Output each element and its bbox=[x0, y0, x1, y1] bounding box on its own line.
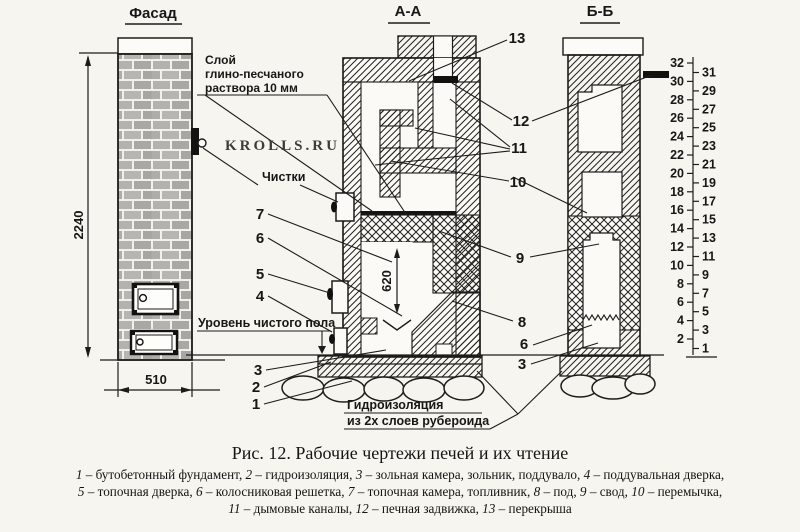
callout-3: 3 bbox=[253, 362, 263, 379]
facade-top-cap bbox=[118, 38, 192, 54]
callout-6: 6 bbox=[255, 230, 265, 247]
callout-8: 8 bbox=[517, 314, 527, 331]
aa-fire-door bbox=[332, 281, 348, 313]
bb-foundation bbox=[560, 356, 650, 376]
facade-ash-door bbox=[131, 331, 177, 354]
course-number-20: 20 bbox=[670, 166, 684, 181]
cleanouts-label: Чистки bbox=[262, 170, 306, 184]
course-number-26: 26 bbox=[670, 111, 684, 126]
course-number-17: 17 bbox=[702, 194, 716, 209]
fire-door-knob bbox=[140, 295, 147, 302]
dimension-510 bbox=[104, 362, 220, 397]
callout-13: 13 bbox=[508, 30, 526, 47]
course-number-14: 14 bbox=[670, 221, 684, 236]
course-number-15: 15 bbox=[702, 212, 716, 227]
course-number-4: 4 bbox=[677, 313, 684, 328]
ash-door-knob bbox=[137, 339, 143, 345]
firebox-height-label: 620 bbox=[379, 270, 394, 292]
bb-foundation-stones bbox=[561, 374, 655, 399]
aa-ash-door bbox=[334, 328, 347, 354]
course-number-24: 24 bbox=[670, 129, 684, 144]
figure-legend: 1 – бутобетонный фундамент, 2 – гидроизоляция, 3 – зольная камера, зольник, поддувало, 4 – поддувальная дверка, 5 – топочная дверка, 6 – колосниковая решетка, 7 – топочная камера, топливник, 8 – под, 9 – свод, 10 – перемычка, 11 – дымовые каналы, 12 – печная задвижка, 13 – перекрыша bbox=[75, 467, 725, 517]
brick-course-scale bbox=[670, 56, 717, 357]
course-number-25: 25 bbox=[702, 120, 716, 135]
section-bb-title: Б-Б bbox=[586, 3, 614, 20]
aa-chimney-flue bbox=[434, 37, 453, 59]
aa-top-slab bbox=[343, 58, 480, 82]
facade-view bbox=[71, 5, 225, 397]
course-number-12: 12 bbox=[670, 240, 684, 254]
aa-fire-door-knob bbox=[327, 288, 333, 300]
aa-flue-divider bbox=[418, 82, 433, 148]
course-number-10: 10 bbox=[670, 258, 684, 273]
callout-3: 3 bbox=[517, 356, 527, 373]
section-aa-title: А-А bbox=[394, 3, 422, 20]
bb-firebox-channel bbox=[583, 233, 620, 348]
mortar-note-line3: раствора 10 мм bbox=[205, 81, 298, 95]
callout-12: 12 bbox=[512, 113, 530, 130]
aa-foundation bbox=[318, 356, 482, 377]
callout-10: 10 bbox=[509, 174, 527, 191]
aa-vault-notch bbox=[362, 242, 413, 250]
dimension-2240 bbox=[71, 53, 118, 358]
width-dimension-label: 510 bbox=[145, 372, 167, 387]
course-number-22: 22 bbox=[670, 148, 684, 162]
aa-mortar-layer bbox=[361, 211, 456, 215]
course-number-31: 31 bbox=[702, 65, 716, 80]
course-number-30: 30 bbox=[670, 74, 684, 89]
course-number-28: 28 bbox=[670, 92, 684, 107]
bb-middle-channel bbox=[582, 172, 622, 217]
aa-grate-support bbox=[361, 318, 377, 334]
course-number-23: 23 bbox=[702, 139, 716, 154]
aa-damper bbox=[434, 76, 458, 83]
callout-2: 2 bbox=[251, 379, 261, 396]
watermark: KROLLS.RU bbox=[225, 138, 340, 154]
course-number-16: 16 bbox=[670, 203, 684, 218]
facade-title: Фасад bbox=[129, 5, 177, 22]
callout-11: 11 bbox=[511, 140, 527, 157]
course-number-3: 3 bbox=[702, 323, 709, 338]
callout-9: 9 bbox=[515, 250, 525, 267]
course-number-18: 18 bbox=[670, 184, 684, 199]
callout-7: 7 bbox=[255, 206, 265, 223]
callout-4: 4 bbox=[255, 288, 265, 305]
course-number-9: 9 bbox=[702, 267, 709, 282]
facade-side-cleanout-knob bbox=[198, 139, 206, 147]
waterproofing-line1: Гидроизоляция bbox=[347, 398, 444, 412]
course-number-19: 19 bbox=[702, 175, 716, 190]
course-number-32: 32 bbox=[670, 56, 684, 70]
course-number-7: 7 bbox=[702, 286, 709, 301]
floor-level-label: Уровень чистого пола bbox=[198, 316, 336, 330]
figure-caption: Рис. 12. Рабочие чертежи печей и их чтение bbox=[231, 443, 569, 463]
course-number-1: 1 bbox=[702, 341, 709, 356]
bb-top-cap bbox=[563, 38, 643, 55]
course-number-11: 11 bbox=[702, 249, 716, 264]
course-number-2: 2 bbox=[677, 332, 684, 346]
facade-fire-door bbox=[133, 284, 178, 314]
aa-ash-door-knob bbox=[329, 334, 335, 344]
course-number-5: 5 bbox=[702, 304, 709, 319]
course-number-8: 8 bbox=[677, 276, 684, 291]
callout-1: 1 bbox=[251, 396, 261, 413]
callout-6: 6 bbox=[519, 336, 529, 353]
aa-cleanout-knob bbox=[331, 202, 337, 213]
waterproofing-line2: из 2х слоев рубероида bbox=[347, 414, 490, 428]
course-number-29: 29 bbox=[702, 83, 716, 98]
course-number-27: 27 bbox=[702, 102, 716, 117]
course-number-6: 6 bbox=[677, 295, 684, 310]
course-number-13: 13 bbox=[702, 231, 716, 246]
floor-level-arrow bbox=[318, 346, 326, 354]
course-number-21: 21 bbox=[702, 157, 716, 172]
mortar-note-line2: глино-песчаного bbox=[205, 67, 304, 81]
callout-5: 5 bbox=[255, 266, 265, 283]
aa-vault bbox=[361, 215, 433, 242]
section-bb bbox=[560, 3, 669, 399]
aa-firebrick-wall bbox=[433, 215, 480, 293]
height-dimension-label: 2240 bbox=[71, 210, 86, 240]
mortar-note-line1: Слой bbox=[205, 53, 236, 67]
